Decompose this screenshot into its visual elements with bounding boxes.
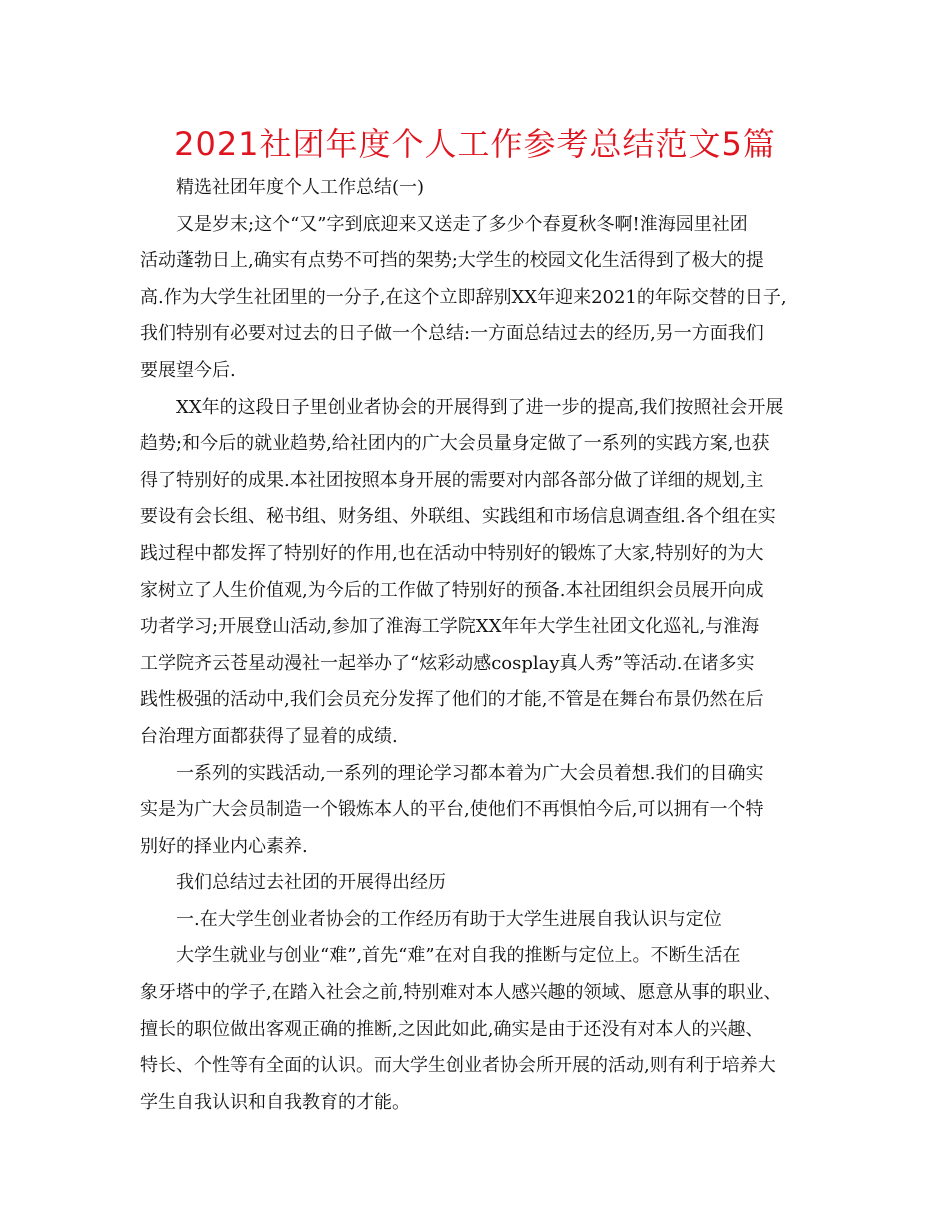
text-line: 别好的择业内心素养. bbox=[140, 835, 308, 857]
text-line: 又是岁末;这个“又”字到底迎来又送走了多少个春夏秋冬啊!淮海园里社团 bbox=[176, 213, 748, 235]
text-line: 实是为广大会员制造一个锻炼本人的平台,使他们不再惧怕今后,可以拥有一个特 bbox=[140, 799, 764, 821]
text-line: 精选社团年度个人工作总结(一) bbox=[176, 177, 425, 198]
text-line: 一系列的实践活动,一系列的理论学习都本着为广大会员着想.我们的目确实 bbox=[176, 762, 764, 784]
text-line: 践性极强的活动中,我们会员充分发挥了他们的才能,不管是在舞台布景仍然在后 bbox=[140, 689, 764, 711]
text-line: 践过程中都发挥了特别好的作用,也在活动中特别好的锻炼了大家,特别好的为大 bbox=[140, 542, 764, 564]
text-line: 功者学习;开展登山活动,参加了淮海工学院XX年年大学生社团文化巡礼,与淮海 bbox=[140, 616, 760, 638]
text-line: 我们总结过去社团的开展得出经历 bbox=[176, 872, 446, 894]
text-line: 高.作为大学生社团里的一分子,在这个立即辞别XX年迎来2021的年际交替的日子, bbox=[140, 286, 787, 308]
text-line: 台治理方面都获得了显着的成绩. bbox=[140, 725, 398, 747]
text-line: 家树立了人生价值观,为今后的工作做了特别好的预备.本社团组织会员展开向成 bbox=[140, 579, 764, 601]
text-line: 一.在大学生创业者协会的工作经历有助于大学生进展自我认识与定位 bbox=[176, 908, 722, 930]
text-line: 要展望今后. bbox=[140, 359, 236, 381]
text-line: 象牙塔中的学子,在踏入社会之前,特别难对本人感兴趣的领域、愿意从事的职业、 bbox=[140, 982, 782, 1004]
document-body bbox=[140, 170, 820, 1121]
text-line: 要设有会长组、秘书组、财务组、外联组、实践组和市场信息调查组.各个组在实 bbox=[140, 506, 776, 528]
text-line: 活动蓬勃日上,确实有点势不可挡的架势;大学生的校园文化生活得到了极大的提 bbox=[140, 250, 764, 272]
text-line: 工学院齐云苍星动漫社一起举办了“炫彩动感cosplay真人秀”等活动.在诸多实 bbox=[140, 652, 755, 674]
text-line: 得了特别好的成果.本社团按照本身开展的需要对内部各部分做了详细的规划,主 bbox=[140, 469, 764, 491]
text-line: 学生自我认识和自我教育的才能。 bbox=[140, 1091, 410, 1113]
text-line: XX年的这段日子里创业者协会的开展得到了进一步的提高,我们按照社会开展 bbox=[176, 396, 784, 418]
text-line: 我们特别有必要对过去的日子做一个总结:一方面总结过去的经历,另一方面我们 bbox=[140, 323, 764, 345]
text-line: 趋势;和今后的就业趋势,给社团内的广大会员量身定做了一系列的实践方案,也获 bbox=[140, 433, 770, 455]
text-line: 大学生就业与创业“难”,首先“难”在对自我的推断与定位上。不断生活在 bbox=[176, 945, 741, 967]
text-line: 特长、个性等有全面的认识。而大学生创业者协会所开展的活动,则有利于培养大 bbox=[140, 1055, 776, 1077]
document-title: 2021社团年度个人工作参考总结范文5篇 bbox=[174, 125, 776, 163]
text-line: 擅长的职位做出客观正确的推断,之因此如此,确实是由于还没有对本人的兴趣、 bbox=[140, 1018, 764, 1040]
